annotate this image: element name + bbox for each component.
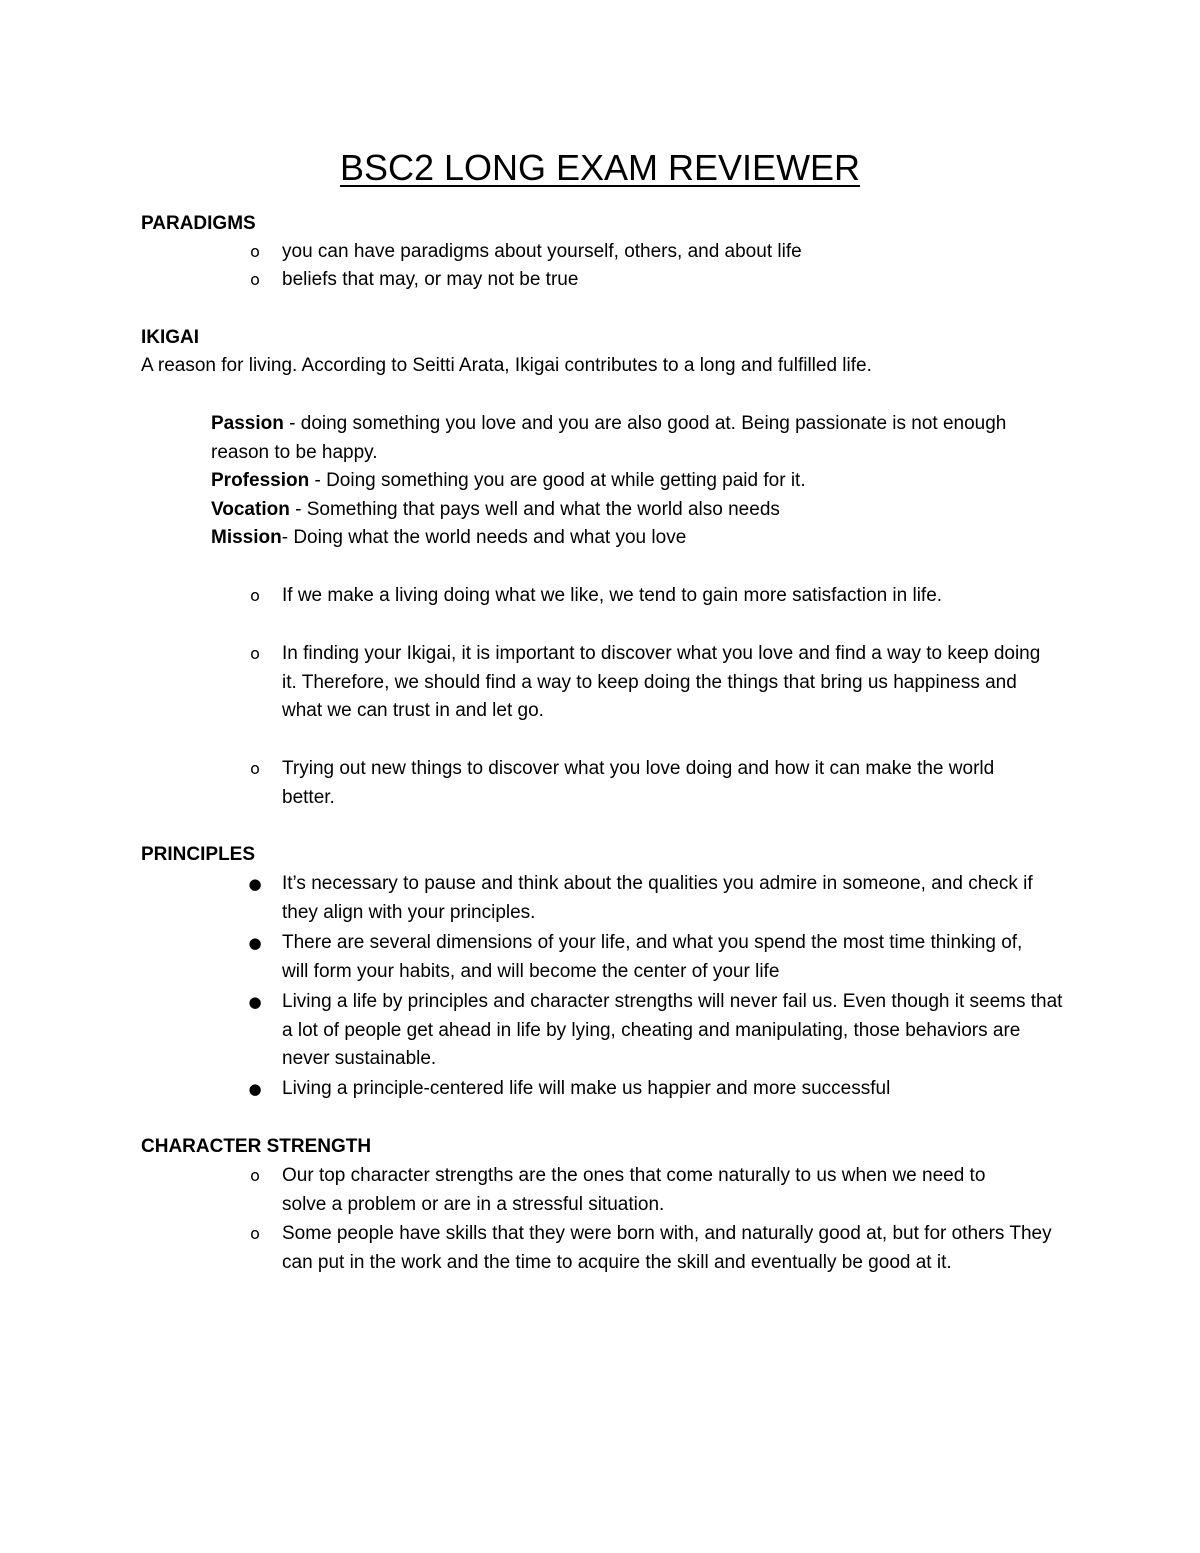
- definition-term: Profession: [211, 470, 310, 491]
- list-item-text: If we make a living doing what we like, we tend to gain more satisfaction in life.: [282, 585, 943, 606]
- section-heading-paradigms: PARADIGMS: [141, 213, 256, 234]
- definition-profession: [211, 467, 1051, 496]
- list-item: [250, 755, 1052, 812]
- list-item-text: Living a principle-centered life will make us happier and more successful: [282, 1078, 891, 1099]
- list-item-text: Our top character strengths are the ones that come naturally to us when we need to solve a problem or are in a stressful situation.: [282, 1165, 986, 1215]
- list-item: [250, 582, 1067, 611]
- circle-bullet-icon: o: [250, 1166, 260, 1185]
- list-item-text: Trying out new things to discover what you love doing and how it can make the world better.: [282, 758, 995, 808]
- bullet-icon: ●: [248, 934, 262, 952]
- list-item: [248, 1075, 1067, 1104]
- definition-mission: [211, 524, 1051, 553]
- list-item-text: beliefs that may, or may not be true: [282, 269, 579, 290]
- definition-vocation: [211, 496, 1051, 525]
- list-item-text: Some people have skills that they were born with, and naturally good at, but for others They can put in the work and the time to acquire the skill and eventually be good at it.: [282, 1223, 1052, 1273]
- bullet-icon: ●: [248, 1080, 262, 1098]
- list-item: [250, 1162, 1027, 1219]
- circle-bullet-icon: o: [250, 759, 260, 778]
- list-item-text: In finding your Ikigai, it is important to discover what you love and find a way to keep doing it. Therefore, we should find a way to keep doing the things that bring us happiness and what we can trust in and let go.: [282, 643, 1041, 721]
- list-item: [250, 266, 1067, 295]
- list-item: [248, 929, 1027, 986]
- definition-term: Passion: [211, 413, 284, 434]
- section-heading-ikigai: IKIGAI: [141, 327, 200, 348]
- list-item-text: It’s necessary to pause and think about the qualities you admire in someone, and check if they align with your principles.: [282, 873, 1033, 923]
- list-item-text: you can have paradigms about yourself, others, and about life: [282, 241, 802, 262]
- list-item-text: Living a life by principles and character strengths will never fail us. Even though it seems that a lot of people get ahead in life by lying, cheating and manipulating, those behaviors are never sustainable.: [282, 991, 1063, 1069]
- list-item: [250, 640, 1057, 726]
- definition-text: - Doing something you are good at while getting paid for it.: [309, 470, 806, 491]
- section-heading-character-strength: CHARACTER STRENGTH: [141, 1136, 372, 1157]
- list-item: [250, 1220, 1057, 1277]
- circle-bullet-icon: o: [250, 586, 260, 605]
- definition-term: Mission: [211, 527, 282, 548]
- circle-bullet-icon: o: [250, 242, 260, 261]
- definition-passion: [211, 410, 1051, 467]
- section-heading-principles: PRINCIPLES: [141, 844, 256, 865]
- list-item: [250, 238, 1067, 267]
- page-title: BSC2 LONG EXAM REVIEWER: [339, 147, 861, 188]
- bullet-icon: ●: [248, 875, 262, 893]
- circle-bullet-icon: o: [250, 644, 260, 663]
- circle-bullet-icon: o: [250, 270, 260, 289]
- list-item-text: There are several dimensions of your life, and what you spend the most time thinking of, will form your habits, and will become the center of your life: [282, 932, 1023, 982]
- definition-text: - doing something you love and you are also good at. Being passionate is not enough reason to be happy.: [211, 413, 1007, 463]
- definition-text: - Doing what the world needs and what you love: [281, 527, 687, 548]
- circle-bullet-icon: o: [250, 1224, 260, 1243]
- ikigai-intro: A reason for living. According to Seitti Arata, Ikigai contributes to a long and fulfilled life.: [141, 355, 872, 376]
- definition-text: - Something that pays well and what the world also needs: [289, 499, 780, 520]
- definition-term: Vocation: [211, 499, 290, 520]
- list-item: [248, 870, 1067, 927]
- bullet-icon: ●: [248, 993, 262, 1011]
- list-item: [248, 988, 1067, 1074]
